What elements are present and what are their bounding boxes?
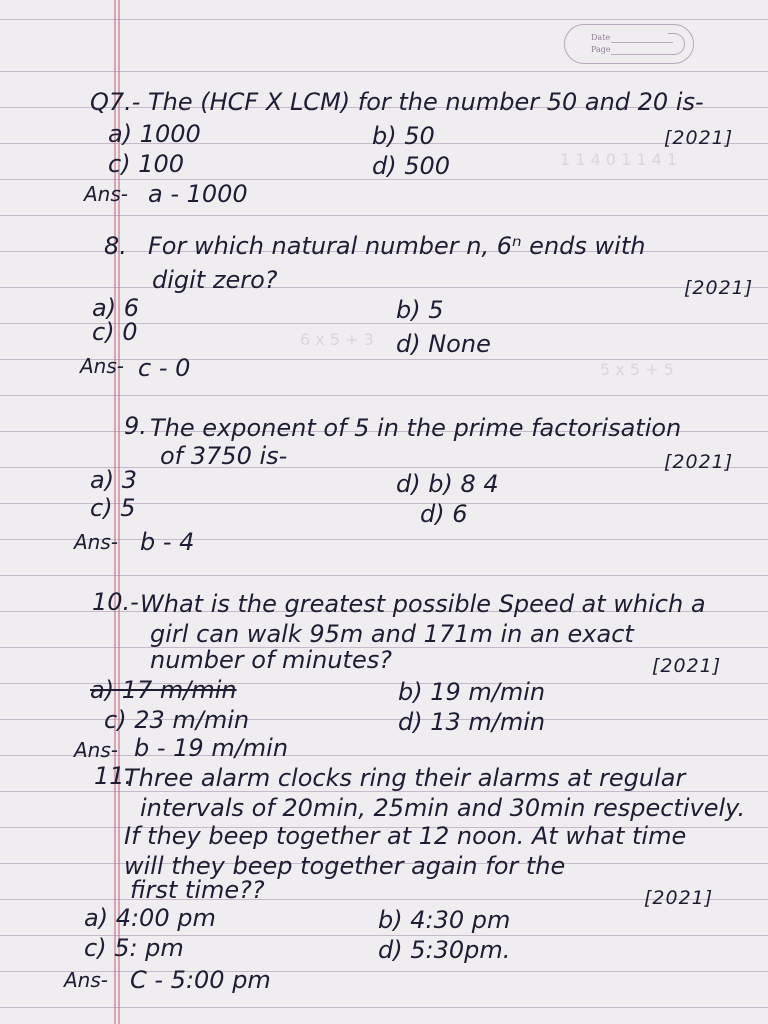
question-10-answer-label: Ans- <box>74 738 118 762</box>
question-7-option-b: b) 50 <box>372 122 435 150</box>
bleed-through: 6 x 5 + 3 <box>300 330 374 349</box>
question-8-text-line-2: digit zero? <box>152 266 278 294</box>
question-11-text-line-2: intervals of 20min, 25min and 30min respectively. <box>140 794 746 822</box>
bleed-through: 1 1 4 0 1 1 4 1 <box>560 150 678 169</box>
question-9-option-a: a) 3 <box>90 466 137 494</box>
question-11-answer-label: Ans- <box>64 968 108 992</box>
question-8-option-c: c) 0 <box>92 318 138 346</box>
question-9-option-d: d) 6 <box>420 500 468 528</box>
question-11-year: [2021] <box>644 887 714 909</box>
page-line <box>611 54 673 55</box>
question-7-option-d: d) 500 <box>372 152 451 180</box>
bleed-through: 5 x 5 + 5 <box>600 360 674 379</box>
question-10-text-line-1: What is the greatest possible Speed at which a <box>140 590 706 618</box>
question-10-option-d: d) 13 m/min <box>398 708 546 736</box>
question-10-year: [2021] <box>652 655 722 677</box>
question-7-answer: a - 1000 <box>148 180 248 208</box>
question-10-number: 10.- <box>92 588 139 616</box>
question-9-text-line-2: of 3750 is- <box>160 442 288 470</box>
question-8-text-line-1: For which natural number n, 6ⁿ ends with <box>148 232 646 260</box>
question-11-option-a: a) 4:00 pm <box>84 904 216 932</box>
question-11-text-line-4: will they beep together again for the <box>124 852 566 880</box>
question-9-answer: b - 4 <box>140 528 195 556</box>
question-11-text-line-5: first time?? <box>130 876 265 904</box>
question-10-text-line-3: number of minutes? <box>150 646 392 674</box>
question-8-option-d: d) None <box>396 330 491 358</box>
question-7-option-a: a) 1000 <box>108 120 201 148</box>
question-7-number: Q7.- <box>90 88 141 116</box>
question-7-text: The (HCF X LCM) for the number 50 and 20 is- <box>148 88 704 116</box>
question-9-year: [2021] <box>664 451 734 473</box>
question-8-option-b: b) 5 <box>396 296 444 324</box>
question-10-option-a: a) 17 m/min <box>90 676 237 704</box>
question-8-answer: c - 0 <box>138 354 191 382</box>
question-11-text-line-3: If they beep together at 12 noon. At what time <box>124 822 687 850</box>
question-7-answer-label: Ans- <box>84 182 128 206</box>
question-9-answer-label: Ans- <box>74 530 118 554</box>
date-line <box>611 42 673 43</box>
question-11-option-d: d) 5:30pm. <box>378 936 511 964</box>
page-label: Page <box>591 45 611 54</box>
question-10-option-c: c) 23 m/min <box>104 706 250 734</box>
question-9-option-c: c) 5 <box>90 494 136 522</box>
question-8-year: [2021] <box>684 277 754 299</box>
question-10-text-line-2: girl can walk 95m and 171m in an exact <box>150 620 634 648</box>
question-9-number: 9. <box>124 412 147 440</box>
question-8-number: 8. <box>104 232 127 260</box>
question-11-answer: C - 5:00 pm <box>130 966 271 994</box>
question-8-option-a: a) 6 <box>92 294 139 322</box>
question-8-answer-label: Ans- <box>80 354 124 378</box>
question-11-option-c: c) 5: pm <box>84 934 184 962</box>
question-7-year: [2021] <box>664 127 734 149</box>
question-9-option-b: d) b) 8 4 <box>396 470 499 498</box>
question-10-answer: b - 19 m/min <box>134 734 289 762</box>
question-10-option-b: b) 19 m/min <box>398 678 546 706</box>
question-11-text-line-1: Three alarm clocks ring their alarms at regular <box>124 764 686 792</box>
date-box-bracket <box>668 33 685 55</box>
date-page-box <box>564 24 694 64</box>
question-11-option-b: b) 4:30 pm <box>378 906 511 934</box>
question-7-option-c: c) 100 <box>108 150 184 178</box>
question-11-number: 11. <box>94 762 133 790</box>
date-label: Date <box>591 33 611 42</box>
question-9-text-line-1: The exponent of 5 in the prime factorisation <box>150 414 682 442</box>
